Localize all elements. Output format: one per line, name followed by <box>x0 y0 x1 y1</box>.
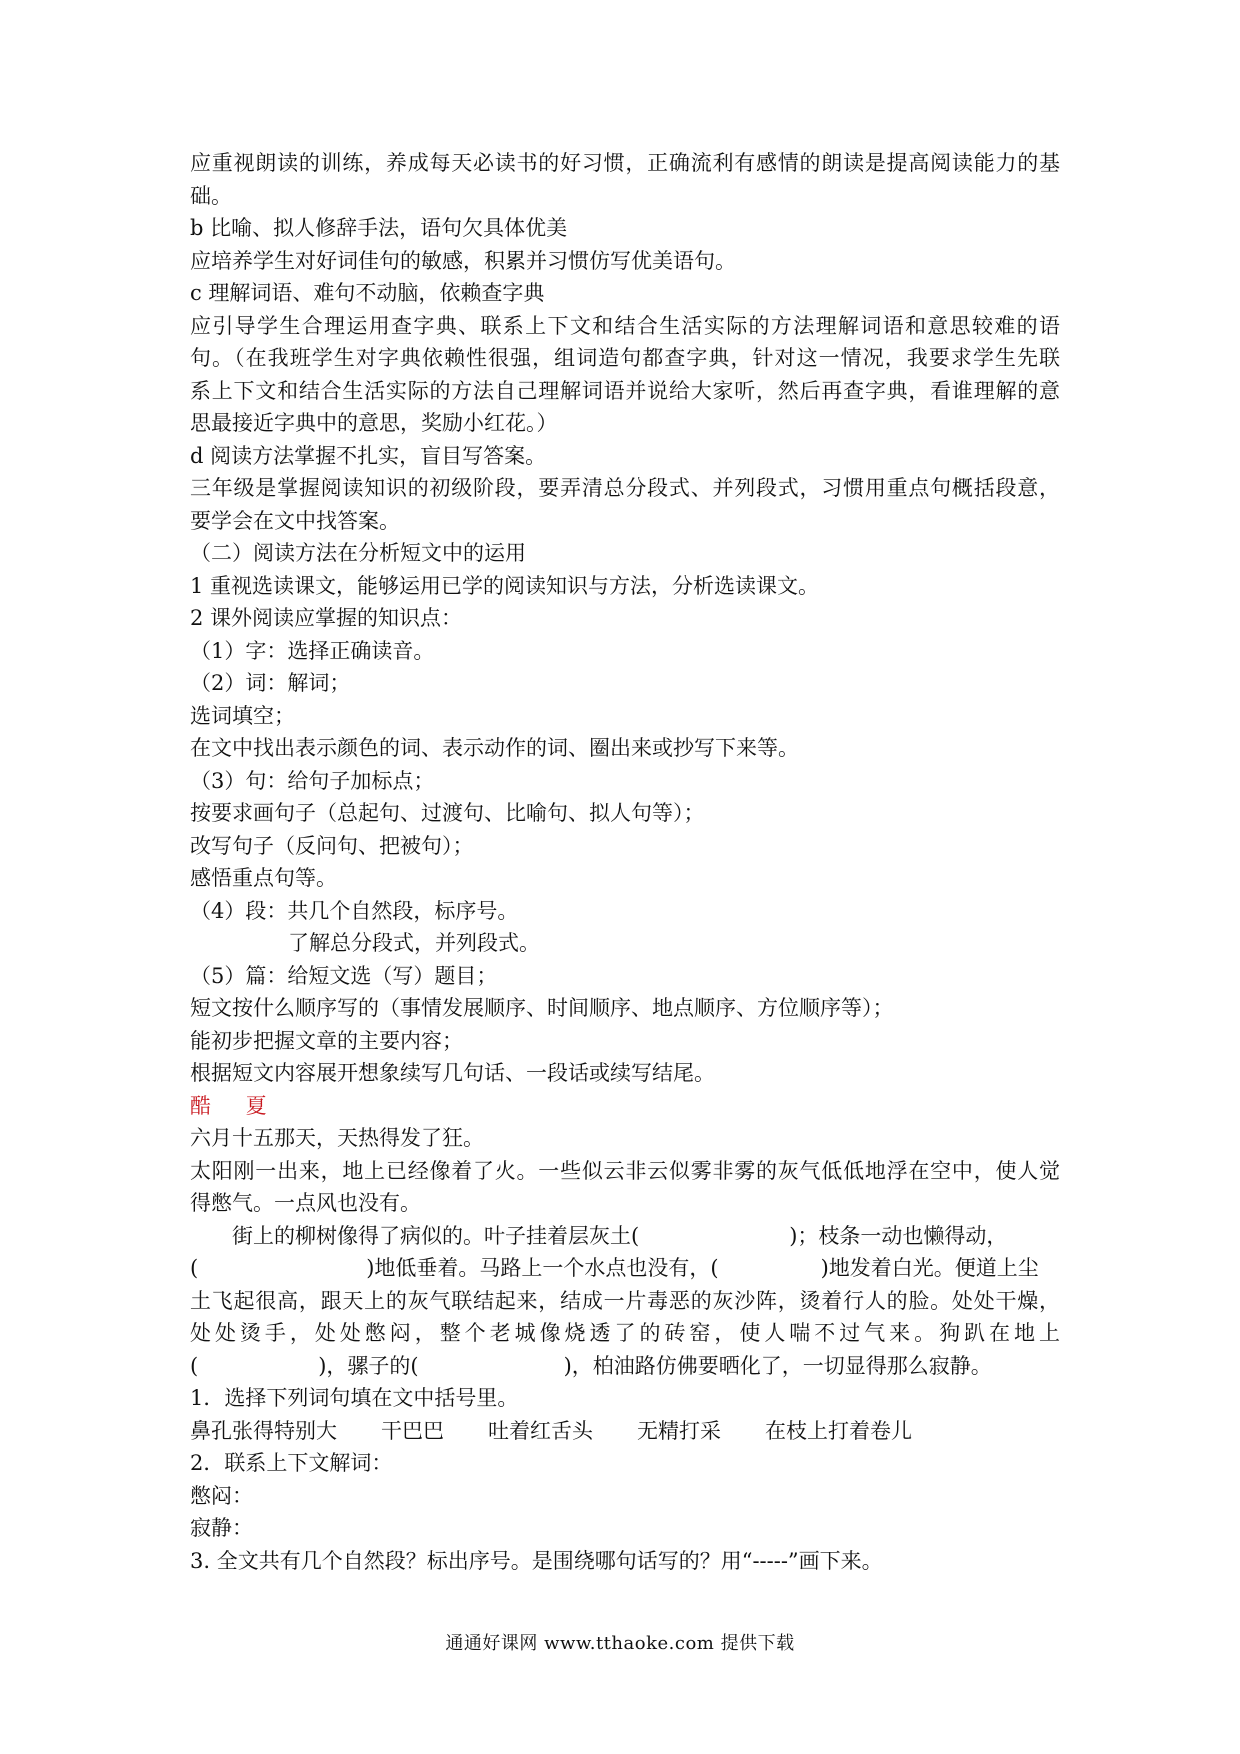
list-item: （3）句：给句子加标点； <box>190 768 435 793</box>
document-body <box>190 147 1060 1577</box>
list-item: （2）词：解词； <box>190 671 351 695</box>
word-option: 吐着红舌头 <box>488 1418 593 1443</box>
passage-paragraph <box>190 1252 1060 1285</box>
section-heading: （二）阅读方法在分析短文中的运用 <box>190 541 526 565</box>
passage-paragraph <box>190 1220 1060 1253</box>
answer-prompt: 憋闷： <box>190 1483 253 1508</box>
question: 1．选择下列词句填在文中括号里。 <box>190 1386 519 1410</box>
word-option: 无精打采 <box>637 1418 721 1443</box>
text-line: 句。（在我班学生对字典依赖性很强，组词造句都查字典，针对这一情况，我要求学生先联 <box>190 346 1060 370</box>
subheading: c 理解词语、难句不动脑，依赖查字典 <box>190 281 545 305</box>
passage-text: )地低垂着。马路上一个水点也没有，( <box>366 1256 719 1280</box>
text-line: 应引导学生合理运用查字典、联系上下文和结合生活实际的方法理解词语和意思较难的语 <box>190 313 1060 338</box>
text-line: 改写句子（反问句、把被句）； <box>190 833 474 858</box>
word-options <box>190 1415 1060 1448</box>
passage-title: 酷 夏 <box>190 1093 281 1118</box>
passage-text: )，骡子的( <box>318 1353 419 1378</box>
list-item: （4）段：共几个自然段，标序号。 <box>190 898 519 923</box>
text-line: 短文按什么顺序写的（事情发展顺序、时间顺序、地点顺序、方位顺序等）； <box>190 996 894 1020</box>
text-line: 按要求画句子（总起句、过渡句、比喻句、拟人句等）； <box>190 801 705 825</box>
text-line: 思最接近字典中的意思，奖励小红花。） <box>190 411 558 435</box>
text-line: 感悟重点句等。 <box>190 866 337 890</box>
text-line: 础。 <box>190 183 232 208</box>
passage-paragraph: 处处烫手，处处憋闷，整个老城像烧透了的砖窑，使人喘不过气来。狗趴在地上 <box>190 1321 1060 1345</box>
passage-paragraph: 得憋气。一点风也没有。 <box>190 1191 421 1215</box>
passage-text: 街上的柳树像得了病似的。叶子挂着层灰土( <box>232 1223 640 1248</box>
text-line: 根据短文内容展开想象续写几句话、一段话或续写结尾。 <box>190 1061 715 1085</box>
text-line: 应培养学生对好词佳句的敏感，积累并习惯仿写优美语句。 <box>190 248 736 273</box>
text-line: 1 重视选读课文，能够运用已学的阅读知识与方法，分析选读课文。 <box>190 573 820 598</box>
passage-text: )；枝条一动也懒得动， <box>789 1223 1008 1248</box>
question: 3. 全文共有几个自然段？标出序号。是围绕哪句话写的？用“-----”画下来。 <box>190 1548 883 1573</box>
passage-paragraph: 太阳刚一出来，地上已经像着了火。一些似云非云似雾非雾的灰气低低地浮在空中，使人觉 <box>190 1158 1060 1183</box>
word-option: 鼻孔张得特别大 <box>190 1418 337 1443</box>
passage-text: ( <box>190 1256 199 1280</box>
text-line: 系上下文和结合生活实际的方法自己理解词语并说给大家听，然后再查字典，看谁理解的意 <box>190 378 1060 403</box>
passage-paragraph <box>190 1350 1060 1383</box>
word-option: 在枝上打着卷儿 <box>765 1418 912 1443</box>
text-line: 在文中找出表示颜色的词、表示动作的词、圈出来或抄写下来等。 <box>190 736 799 760</box>
passage-paragraph: 六月十五那天，天热得发了狂。 <box>190 1126 484 1150</box>
text-line: 三年级是掌握阅读知识的初级阶段，要弄清总分段式、并列段式，习惯用重点句概括段意， <box>190 476 1060 500</box>
text-line: 选词填空； <box>190 703 295 728</box>
passage-text: )，柏油路仿佛要晒化了，一切显得那么寂静。 <box>563 1353 992 1378</box>
passage-text: ( <box>190 1353 199 1378</box>
page-footer: 通通好课网 www.tthaoke.com 提供下载 <box>445 1633 795 1654</box>
text-line: 应重视朗读的训练，养成每天必读书的好习惯，正确流利有感情的朗读是提高阅读能力的基 <box>190 151 1060 175</box>
text-line: 了解总分段式，并列段式。 <box>288 931 540 955</box>
text-line: 能初步把握文章的主要内容； <box>190 1028 463 1053</box>
subheading: d 阅读方法掌握不扎实，盲目写答案。 <box>190 443 547 468</box>
passage-paragraph: 土飞起很高，跟天上的灰气联结起来，结成一片毒恶的灰沙阵，烫着行人的脸。处处干燥， <box>190 1288 1060 1313</box>
list-item: （5）篇：给短文选（写）题目； <box>190 963 498 988</box>
answer-prompt: 寂静： <box>190 1516 253 1540</box>
text-line: 要学会在文中找答案。 <box>190 508 400 533</box>
passage-text: )地发着白光。便道上尘 <box>820 1256 1039 1280</box>
question: 2．联系上下文解词： <box>190 1451 393 1475</box>
text-line: 2 课外阅读应掌握的知识点： <box>190 606 463 630</box>
word-option: 干巴巴 <box>381 1418 444 1443</box>
list-item: （1）字：选择正确读音。 <box>190 638 435 663</box>
subheading: b 比喻、拟人修辞手法，语句欠具体优美 <box>190 216 568 240</box>
